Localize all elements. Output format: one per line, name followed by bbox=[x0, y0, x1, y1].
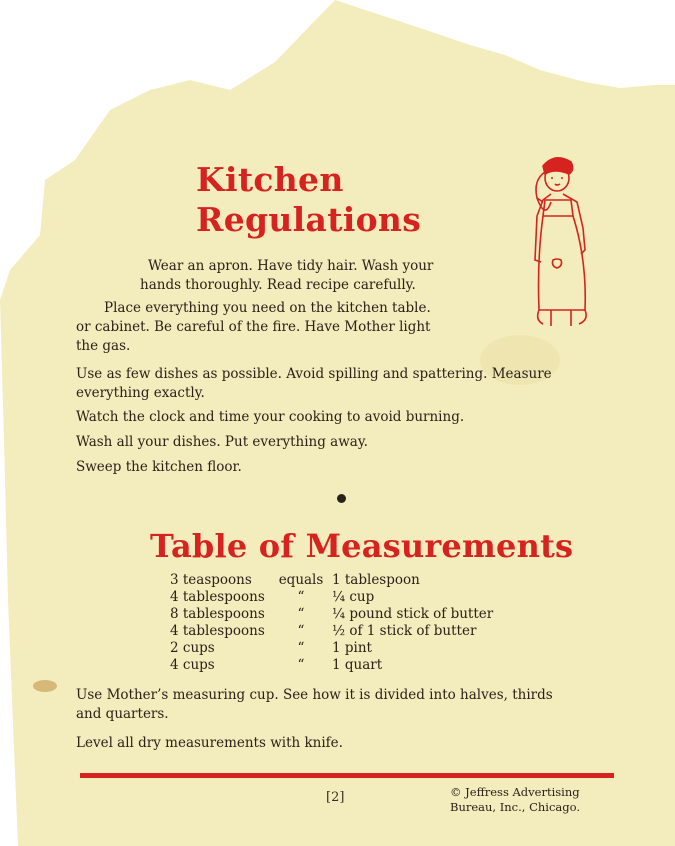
kitchen-title-line2: Regulations bbox=[196, 200, 422, 239]
result-cell: 1 quart bbox=[332, 657, 383, 673]
table-row bbox=[170, 589, 493, 606]
equals-cell: equals bbox=[278, 572, 324, 588]
result-cell: 1 pint bbox=[332, 640, 372, 656]
woman-in-apron-illustration bbox=[515, 150, 605, 330]
sweep-paragraph: Sweep the kitchen floor. bbox=[76, 459, 242, 475]
footer-red-rule bbox=[80, 773, 614, 778]
table-row bbox=[170, 657, 493, 674]
result-cell: ½ of 1 stick of butter bbox=[332, 623, 477, 639]
amount-cell: 4 tablespoons bbox=[170, 589, 265, 605]
ditto-cell: “ bbox=[297, 623, 305, 639]
amount-cell: 2 cups bbox=[170, 640, 215, 656]
amount-cell: 4 tablespoons bbox=[170, 623, 265, 639]
kitchen-title-line1: Kitchen bbox=[196, 160, 344, 199]
amount-cell: 4 cups bbox=[170, 657, 215, 673]
ditto-cell: “ bbox=[297, 606, 305, 622]
dishes-paragraph-line2: everything exactly. bbox=[76, 385, 205, 401]
ditto-cell: “ bbox=[297, 657, 305, 673]
result-cell: 1 tablespoon bbox=[332, 572, 420, 588]
table-row bbox=[170, 572, 493, 589]
measuring-cup-note-line2: and quarters. bbox=[76, 706, 169, 722]
result-cell: ¼ cup bbox=[332, 589, 375, 605]
table-row bbox=[170, 640, 493, 657]
measurements-title: Table of Measurements bbox=[150, 527, 574, 565]
level-note: Level all dry measurements with knife. bbox=[76, 735, 343, 751]
table-row bbox=[170, 606, 493, 623]
clock-paragraph: Watch the clock and time your cooking to avoid burning. bbox=[76, 409, 465, 425]
result-cell: ¼ pound stick of butter bbox=[332, 606, 494, 622]
apron-paragraph-line1: Wear an apron. Have tidy hair. Wash your bbox=[148, 258, 434, 274]
wash-paragraph: Wash all your dishes. Put everything away. bbox=[76, 434, 368, 450]
page-number: [2] bbox=[326, 790, 345, 805]
amount-cell: 3 teaspoons bbox=[170, 572, 252, 588]
measuring-cup-note-line1: Use Mother’s measuring cup. See how it is divided into halves, thirds bbox=[76, 687, 553, 703]
apron-paragraph-line2: hands thoroughly. Read recipe carefully. bbox=[140, 277, 416, 293]
credit-line2: Bureau, Inc., Chicago. bbox=[450, 800, 581, 814]
table-paragraph-line2: or cabinet. Be careful of the fire. Have Mother light bbox=[76, 319, 431, 335]
dishes-paragraph-line1: Use as few dishes as possible. Avoid spilling and spattering. Measure bbox=[76, 366, 552, 382]
ditto-cell: “ bbox=[297, 640, 305, 656]
publisher-credit bbox=[450, 785, 580, 815]
amount-cell: 8 tablespoons bbox=[170, 606, 265, 622]
table-paragraph-line3: the gas. bbox=[76, 338, 131, 354]
measurements-table bbox=[170, 572, 493, 674]
section-divider-dot bbox=[337, 494, 346, 503]
ditto-cell: “ bbox=[297, 589, 305, 605]
credit-line1: © Jeffress Advertising bbox=[450, 785, 580, 799]
table-paragraph-line1: Place everything you need on the kitchen table. bbox=[104, 300, 431, 316]
table-row bbox=[170, 623, 493, 640]
